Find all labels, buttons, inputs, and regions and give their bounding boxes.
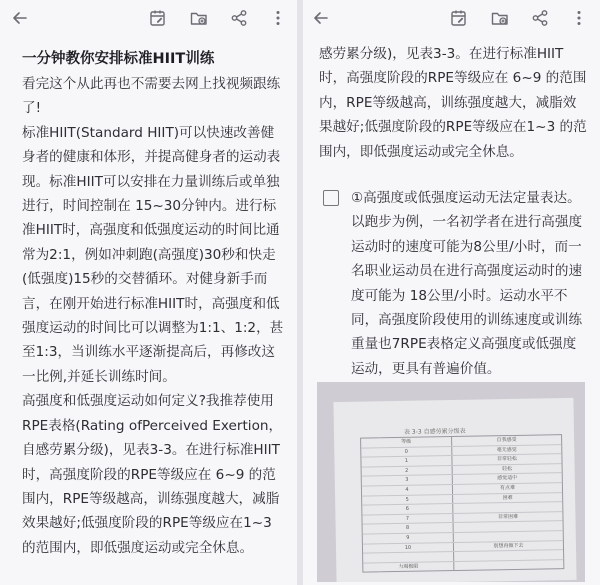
note-body bbox=[22, 46, 284, 560]
note-paragraph: 高强度和低强度运动如何定义?我推荐使用RPE表格(Rating ofPerceived Exertion，自感劳累分级)，见表3-3。在进行标准HIIT时，高强度阶段的RPE等级应在 6~9 的范围内，RPE等级越高，训练强度越大，减脂效果越好;低强度阶段的RPE等级应在1~3 的范围内，即低强度运动或完全休息。 bbox=[22, 393, 283, 556]
top-toolbar bbox=[303, 0, 600, 36]
table-photo[interactable] bbox=[317, 382, 585, 582]
table-cell: 3 bbox=[362, 475, 453, 485]
more-icon[interactable] bbox=[268, 8, 288, 28]
table-cell: 毫无感觉 bbox=[496, 446, 517, 453]
top-toolbar bbox=[0, 0, 297, 36]
more-icon[interactable] bbox=[569, 8, 589, 28]
table-cell: 有点难 bbox=[499, 484, 516, 492]
share-icon[interactable] bbox=[229, 8, 249, 28]
note-body bbox=[319, 42, 587, 164]
table-cell: 轻松 bbox=[502, 465, 513, 472]
table-cell bbox=[363, 552, 454, 562]
table-cell: 7 bbox=[362, 514, 453, 524]
calendar-edit-icon[interactable] bbox=[148, 8, 168, 28]
note-paragraph: 看完这个从此再也不需要去网上找视频跟练了! bbox=[22, 76, 281, 117]
book-page bbox=[333, 398, 576, 582]
note-paragraph: 标准HIIT(Standard HIIT)可以快速改善健身者的健康和体形，并提高健身者的运动表现。标准HIIT可以安排在力量训练后或单独进行，时间控制在 15~30分钟内。进行标准HIIT时，高强度和低强度运动的时间比通常为2:1，例如冲刺跑(高强度)30秒和快走(低强度)15秒的交替循环。对健身新手而言，在刚开始进行标准HIIT时，高强度和低强度运动的时间比可以调整为1:1、1:2，甚至1:3，当训练水平逐渐提高后，再修改这一比例,并延长训练时间。 bbox=[22, 124, 284, 385]
table-cell: 非常轻松 bbox=[496, 456, 518, 463]
table-header: 等级 自我感受 bbox=[361, 435, 561, 448]
table-cell: 力竭极限 bbox=[363, 562, 454, 572]
table-caption: 表 3-3 自感劳累分级表 bbox=[403, 427, 466, 436]
table-cell: 8 bbox=[363, 523, 454, 533]
calendar-edit-icon[interactable] bbox=[449, 8, 469, 28]
table-cell: 6 bbox=[362, 504, 453, 514]
table-cell: 非常困难 bbox=[497, 513, 519, 521]
rpe-table bbox=[360, 434, 564, 573]
table-cell: 困难 bbox=[502, 494, 513, 501]
left-pane bbox=[0, 0, 297, 585]
table-cell: 感觉适中 bbox=[497, 475, 518, 482]
back-arrow-icon[interactable] bbox=[10, 8, 30, 28]
table-cell: 2 bbox=[362, 466, 453, 476]
checkbox[interactable] bbox=[323, 190, 339, 206]
table-cell: 别想再做下去 bbox=[493, 542, 524, 549]
table-cell: 1 bbox=[361, 456, 452, 466]
back-arrow-icon[interactable] bbox=[311, 8, 331, 28]
note-paragraph: 感劳累分级)，见表3-3。在进行标准HIIT时，高强度阶段的RPE等级应在 6~9 的范围内，RPE等级越高，训练强度越大，减脂效果越好;低强度阶段的RPE等级应在1~3 的范围内，即低强度运动或完全休息。 bbox=[319, 46, 587, 160]
table-cell: 5 bbox=[362, 495, 453, 505]
folder-add-icon[interactable] bbox=[490, 8, 510, 28]
share-icon[interactable] bbox=[530, 8, 550, 28]
table-cell: 9 bbox=[363, 533, 454, 543]
right-pane bbox=[303, 0, 600, 585]
table-cell: 4 bbox=[362, 485, 453, 495]
folder-add-icon[interactable] bbox=[189, 8, 209, 28]
note-title: 一分钟教你安排标准HIIT训练 bbox=[22, 51, 215, 67]
table-cell bbox=[454, 560, 563, 570]
table-cell: 0 bbox=[361, 447, 452, 457]
table-cell: 10 bbox=[363, 543, 454, 553]
checklist-text: ①高强度或低强度运动无法定量表达。以跑步为例，一名初学者在进行高强度运动时的速度可能为8公里/小时，而一名职业运动员在进行高强度运动时的速度可能为 18公里/小时。运动水平不同，高强度阶段使用的训练速度或训练重量也7RPE表格定义高强度或低强度运动，更具有普遍价值。 bbox=[351, 190, 583, 377]
